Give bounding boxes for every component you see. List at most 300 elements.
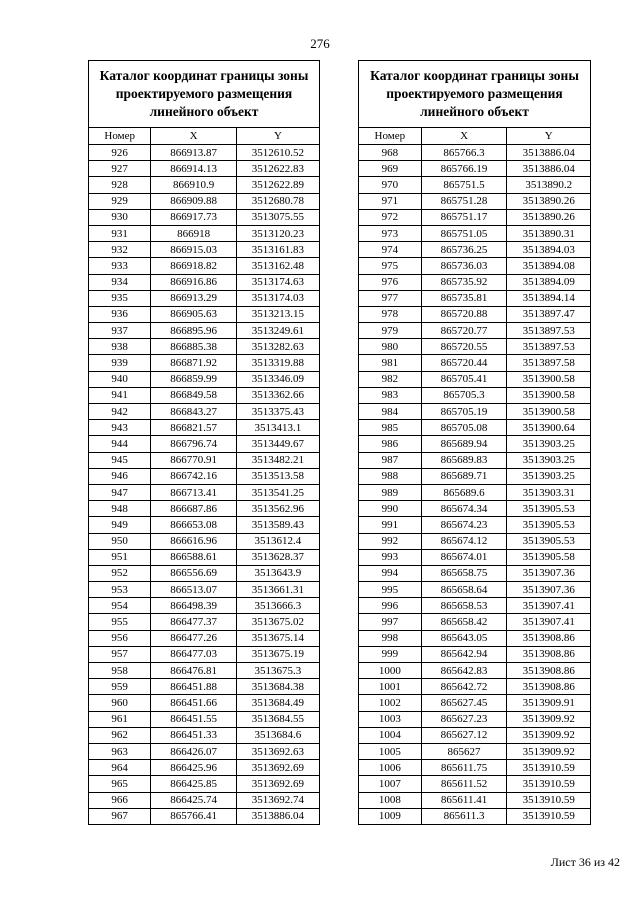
cell-y: 3513907.36 [507,582,591,598]
cell-y: 3513362.66 [236,387,319,403]
cell-number: 941 [89,387,151,403]
cell-x: 866917.73 [151,209,236,225]
cell-x: 866910.9 [151,177,236,193]
cell-x: 866843.27 [151,404,236,420]
cell-y: 3513894.14 [507,290,591,306]
table-row [89,776,320,792]
table-row [359,209,591,225]
table-row [359,549,591,565]
cell-number: 982 [359,371,422,387]
cell-x: 866859.99 [151,371,236,387]
table-row [359,501,591,517]
cell-number: 944 [89,436,151,452]
table-row [89,242,320,258]
table-row [359,436,591,452]
table-row [89,145,320,161]
cell-y: 3513905.53 [507,501,591,517]
cell-number: 966 [89,792,151,808]
cell-x: 865643.05 [421,630,507,646]
cell-x: 865736.25 [421,242,507,258]
cell-x: 866742.16 [151,468,236,484]
table-row [359,404,591,420]
cell-x: 866477.37 [151,614,236,630]
table-row [359,242,591,258]
cell-number: 994 [359,565,422,581]
cell-number: 995 [359,582,422,598]
cell-y: 3512610.52 [236,145,319,161]
cell-number: 972 [359,209,422,225]
cell-x: 866425.85 [151,776,236,792]
cell-number: 984 [359,404,422,420]
cell-y: 3513894.09 [507,274,591,290]
cell-number: 975 [359,258,422,274]
cell-y: 3513174.03 [236,290,319,306]
cell-y: 3513897.53 [507,339,591,355]
cell-y: 3513162.48 [236,258,319,274]
table-row [359,630,591,646]
table-row [359,177,591,193]
cell-x: 865627 [421,743,507,759]
cell-x: 865627.45 [421,695,507,711]
cell-x: 866915.03 [151,242,236,258]
page-number: 276 [310,36,330,51]
cell-x: 865689.6 [421,484,507,500]
table-row [89,630,320,646]
cell-number: 1007 [359,776,422,792]
cell-y: 3513900.58 [507,371,591,387]
cell-x: 865642.83 [421,663,507,679]
cell-number: 964 [89,760,151,776]
cell-number: 947 [89,484,151,500]
cell-y: 3513908.86 [507,663,591,679]
table-row [359,760,591,776]
cell-x: 866895.96 [151,323,236,339]
cell-number: 946 [89,468,151,484]
cell-number: 948 [89,501,151,517]
cell-number: 973 [359,225,422,241]
cell-y: 3513910.59 [507,792,591,808]
cell-number: 992 [359,533,422,549]
table-row [89,225,320,241]
cell-number: 926 [89,145,151,161]
table-row [359,776,591,792]
cell-number: 998 [359,630,422,646]
cell-y: 3513684.38 [236,679,319,695]
cell-number: 929 [89,193,151,209]
table-row [359,274,591,290]
table-row [89,306,320,322]
cell-x: 865689.71 [421,468,507,484]
table-row [89,663,320,679]
cell-number: 987 [359,452,422,468]
cell-x: 865642.72 [421,679,507,695]
cell-number: 959 [89,679,151,695]
cell-y: 3513890.2 [507,177,591,193]
cell-y: 3513900.58 [507,387,591,403]
cell-y: 3513894.08 [507,258,591,274]
cell-x: 866913.87 [151,145,236,161]
table-row [89,323,320,339]
cell-number: 952 [89,565,151,581]
table-row [89,582,320,598]
cell-y: 3513908.86 [507,630,591,646]
cell-number: 939 [89,355,151,371]
cell-x: 865689.94 [421,436,507,452]
cell-number: 955 [89,614,151,630]
cell-y: 3513346.09 [236,371,319,387]
cell-x: 866451.88 [151,679,236,695]
cell-number: 1003 [359,711,422,727]
table-row [359,468,591,484]
table-row [359,161,591,177]
cell-x: 865751.05 [421,225,507,241]
cell-x: 866451.55 [151,711,236,727]
cell-number: 940 [89,371,151,387]
cell-number: 979 [359,323,422,339]
cell-x: 866821.57 [151,420,236,436]
cell-x: 865674.23 [421,517,507,533]
table-title: Каталог координат границы зоны проектируемого размещения линейного объект [89,61,320,128]
table-row [89,743,320,759]
cell-y: 3513903.25 [507,468,591,484]
table-row [359,306,591,322]
table-row [89,177,320,193]
table-row [89,565,320,581]
table-row [89,355,320,371]
table-row [89,727,320,743]
cell-number: 981 [359,355,422,371]
cell-number: 960 [89,695,151,711]
cell-y: 3512622.83 [236,161,319,177]
cell-x: 866451.33 [151,727,236,743]
cell-x: 865658.75 [421,565,507,581]
cell-y: 3513675.3 [236,663,319,679]
cell-x: 866616.96 [151,533,236,549]
table-row [89,808,320,824]
cell-y: 3513907.41 [507,614,591,630]
table-row [89,792,320,808]
coordinate-catalog-table-right [358,60,591,825]
cell-y: 3513513.58 [236,468,319,484]
cell-x: 865720.77 [421,323,507,339]
cell-number: 937 [89,323,151,339]
table-row [359,355,591,371]
cell-y: 3513890.31 [507,225,591,241]
cell-y: 3513628.37 [236,549,319,565]
table-row [89,274,320,290]
cell-x: 865674.34 [421,501,507,517]
cell-number: 936 [89,306,151,322]
cell-x: 866914.13 [151,161,236,177]
table-row [359,695,591,711]
cell-x: 866916.86 [151,274,236,290]
cell-number: 963 [89,743,151,759]
cell-y: 3513675.14 [236,630,319,646]
cell-x: 865751.5 [421,177,507,193]
table-row [359,484,591,500]
table-row [359,193,591,209]
cell-y: 3513684.55 [236,711,319,727]
cell-y: 3513684.6 [236,727,319,743]
cell-number: 1004 [359,727,422,743]
cell-number: 932 [89,242,151,258]
table-row [89,614,320,630]
cell-number: 961 [89,711,151,727]
coordinate-catalog-table-left [88,60,320,825]
cell-y: 3513612.4 [236,533,319,549]
cell-y: 3513907.41 [507,598,591,614]
cell-y: 3513900.64 [507,420,591,436]
cell-y: 3513075.55 [236,209,319,225]
cell-x: 865720.44 [421,355,507,371]
cell-number: 978 [359,306,422,322]
cell-number: 977 [359,290,422,306]
table-row [89,404,320,420]
cell-number: 943 [89,420,151,436]
table-row [359,225,591,241]
table-row [359,711,591,727]
cell-number: 930 [89,209,151,225]
cell-x: 865658.64 [421,582,507,598]
cell-y: 3513903.31 [507,484,591,500]
cell-x: 866477.03 [151,646,236,662]
cell-number: 953 [89,582,151,598]
cell-x: 865705.3 [421,387,507,403]
cell-x: 865720.88 [421,306,507,322]
cell-x: 866913.29 [151,290,236,306]
cell-y: 3513174.63 [236,274,319,290]
table-row [359,387,591,403]
cell-x: 866918 [151,225,236,241]
cell-y: 3513692.63 [236,743,319,759]
table-row [359,145,591,161]
table-row [89,549,320,565]
column-header-y: Y [236,128,319,145]
cell-x: 865735.81 [421,290,507,306]
cell-number: 931 [89,225,151,241]
cell-x: 866425.96 [151,760,236,776]
cell-number: 934 [89,274,151,290]
table-row [89,371,320,387]
table-row [89,339,320,355]
cell-x: 865736.03 [421,258,507,274]
table-row [89,193,320,209]
table-row [89,533,320,549]
cell-y: 3513449.67 [236,436,319,452]
table-row [89,760,320,776]
cell-y: 3512622.89 [236,177,319,193]
cell-x: 865751.28 [421,193,507,209]
table-row [89,387,320,403]
cell-x: 865611.41 [421,792,507,808]
cell-y: 3513897.47 [507,306,591,322]
cell-y: 3513562.96 [236,501,319,517]
cell-y: 3513908.86 [507,679,591,695]
cell-x: 865611.52 [421,776,507,792]
cell-y: 3513907.36 [507,565,591,581]
cell-x: 866588.61 [151,549,236,565]
table-row [89,290,320,306]
cell-x: 865658.53 [421,598,507,614]
cell-x: 865611.75 [421,760,507,776]
cell-number: 991 [359,517,422,533]
cell-number: 935 [89,290,151,306]
cell-number: 942 [89,404,151,420]
table-row [89,468,320,484]
cell-y: 3513900.58 [507,404,591,420]
cell-number: 967 [89,808,151,824]
sheet-footer: Лист 36 из 42 [550,855,620,869]
cell-number: 993 [359,549,422,565]
cell-y: 3513666.3 [236,598,319,614]
table-row [359,290,591,306]
cell-x: 866796.74 [151,436,236,452]
table-row [359,679,591,695]
cell-number: 980 [359,339,422,355]
cell-y: 3513905.58 [507,549,591,565]
table-row [89,258,320,274]
table-row [359,614,591,630]
cell-x: 865766.41 [151,808,236,824]
table-row [359,727,591,743]
table-row [359,663,591,679]
cell-y: 3513643.9 [236,565,319,581]
cell-y: 3513905.53 [507,533,591,549]
cell-x: 866770.91 [151,452,236,468]
cell-y: 3513661.31 [236,582,319,598]
cell-number: 997 [359,614,422,630]
cell-y: 3513909.92 [507,727,591,743]
table-row [89,209,320,225]
column-header-number: Номер [89,128,151,145]
cell-number: 971 [359,193,422,209]
cell-y: 3513903.25 [507,436,591,452]
cell-x: 865642.94 [421,646,507,662]
cell-x: 866885.38 [151,339,236,355]
cell-y: 3513908.86 [507,646,591,662]
cell-x: 865705.19 [421,404,507,420]
cell-y: 3513319.88 [236,355,319,371]
cell-y: 3513120.23 [236,225,319,241]
cell-x: 866849.58 [151,387,236,403]
cell-number: 957 [89,646,151,662]
cell-x: 865674.01 [421,549,507,565]
cell-x: 866713.41 [151,484,236,500]
cell-x: 866687.86 [151,501,236,517]
table-row [359,323,591,339]
cell-y: 3513897.53 [507,323,591,339]
table-row [359,808,591,824]
table-row [89,501,320,517]
cell-number: 951 [89,549,151,565]
cell-x: 865627.12 [421,727,507,743]
cell-y: 3513161.83 [236,242,319,258]
cell-x: 865766.3 [421,145,507,161]
table-row [89,711,320,727]
cell-y: 3513894.03 [507,242,591,258]
cell-x: 865751.17 [421,209,507,225]
cell-number: 1000 [359,663,422,679]
cell-x: 865766.19 [421,161,507,177]
cell-x: 866477.26 [151,630,236,646]
cell-y: 3513905.53 [507,517,591,533]
cell-x: 866909.88 [151,193,236,209]
cell-number: 965 [89,776,151,792]
table-row [89,679,320,695]
cell-y: 3513675.19 [236,646,319,662]
cell-y: 3513413.1 [236,420,319,436]
cell-x: 866556.69 [151,565,236,581]
table-row [359,792,591,808]
cell-number: 1001 [359,679,422,695]
table-row [359,565,591,581]
table-row [359,598,591,614]
table-body [89,145,320,825]
cell-number: 1005 [359,743,422,759]
cell-y: 3513886.04 [507,161,591,177]
cell-number: 969 [359,161,422,177]
table-row [359,452,591,468]
cell-number: 945 [89,452,151,468]
cell-y: 3513249.61 [236,323,319,339]
cell-number: 949 [89,517,151,533]
cell-x: 865674.12 [421,533,507,549]
table-row [359,646,591,662]
cell-number: 928 [89,177,151,193]
table-row [89,517,320,533]
cell-number: 933 [89,258,151,274]
cell-x: 865627.23 [421,711,507,727]
cell-x: 865720.55 [421,339,507,355]
cell-x: 865735.92 [421,274,507,290]
cell-x: 866498.39 [151,598,236,614]
table-row [89,436,320,452]
column-header-x: X [151,128,236,145]
cell-number: 976 [359,274,422,290]
cell-y: 3513897.58 [507,355,591,371]
cell-y: 3513886.04 [507,145,591,161]
cell-y: 3513890.26 [507,193,591,209]
cell-y: 3513692.74 [236,792,319,808]
cell-number: 996 [359,598,422,614]
cell-number: 1008 [359,792,422,808]
cell-y: 3513886.04 [236,808,319,824]
cell-y: 3513692.69 [236,776,319,792]
table-row [89,484,320,500]
cell-number: 954 [89,598,151,614]
cell-x: 866905.63 [151,306,236,322]
cell-number: 989 [359,484,422,500]
cell-x: 866425.74 [151,792,236,808]
table-row [89,452,320,468]
cell-number: 990 [359,501,422,517]
cell-number: 968 [359,145,422,161]
cell-number: 985 [359,420,422,436]
cell-number: 986 [359,436,422,452]
cell-number: 1006 [359,760,422,776]
cell-y: 3513684.49 [236,695,319,711]
column-header-y: Y [507,128,591,145]
table-row [359,339,591,355]
cell-y: 3513909.92 [507,711,591,727]
cell-x: 866451.66 [151,695,236,711]
cell-number: 1009 [359,808,422,824]
cell-number: 962 [89,727,151,743]
column-header-x: X [421,128,507,145]
table-row [89,420,320,436]
cell-number: 1002 [359,695,422,711]
table-row [359,517,591,533]
